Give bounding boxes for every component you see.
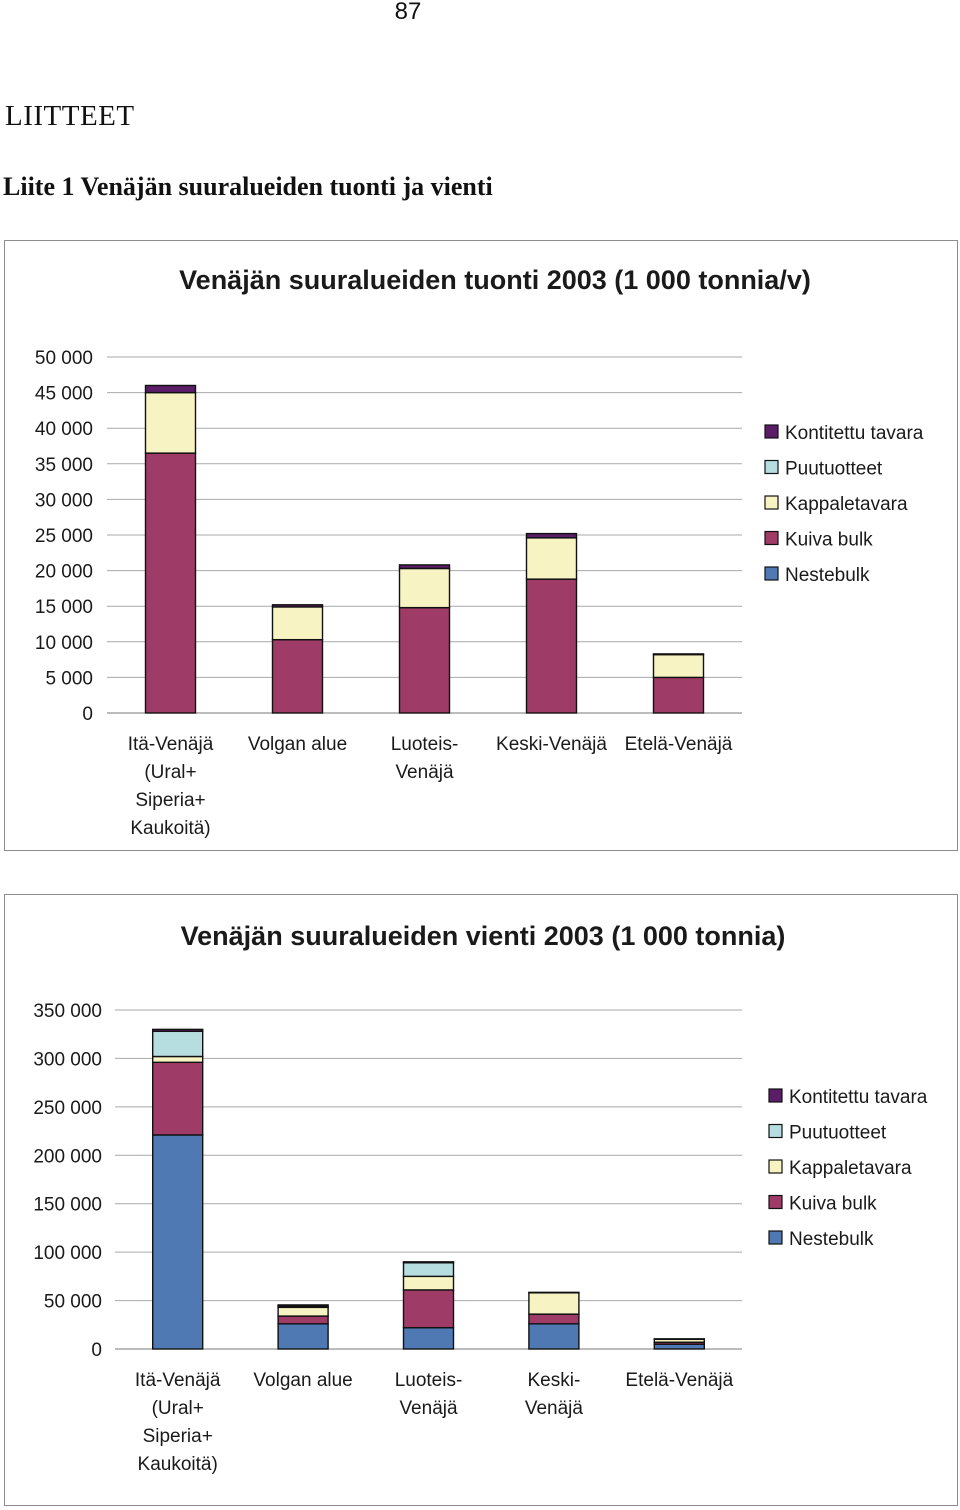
export-category-label: Keski- xyxy=(528,1370,581,1391)
export-y-tick-label: 150 000 xyxy=(33,1195,102,1216)
import-legend-label-nestebulk: Nestebulk xyxy=(785,565,870,586)
import-category-label: Volgan alue xyxy=(248,734,347,755)
export-bar-nestebulk xyxy=(153,1135,203,1349)
export-bar-puutuotteet xyxy=(153,1031,203,1056)
import-category-label: Siperia+ xyxy=(135,790,205,811)
import-bar-kappaletavara xyxy=(273,607,323,640)
import-bar-kuiva-bulk xyxy=(146,453,196,713)
import-chart-frame xyxy=(4,240,958,851)
export-legend-label-puutuotteet: Puutuotteet xyxy=(789,1123,887,1144)
import-legend-swatch-puutuotteet xyxy=(765,461,778,474)
export-chart-frame xyxy=(4,894,958,1506)
import-chart-title: Venäjän suuralueiden tuonti 2003 (1 000 tonnia/v) xyxy=(179,265,811,295)
import-y-tick-label: 40 000 xyxy=(35,419,93,440)
export-bar-kontitettu-tavara xyxy=(153,1029,203,1031)
import-category-label: Itä-Venäjä xyxy=(128,734,214,755)
import-category-label: Luoteis- xyxy=(391,734,459,755)
import-bar-kontitettu-tavara xyxy=(527,534,577,538)
export-legend-swatch-kappaletavara xyxy=(769,1160,782,1173)
export-legend-label-nestebulk: Nestebulk xyxy=(789,1229,874,1250)
export-y-tick-label: 350 000 xyxy=(33,1001,102,1022)
export-legend-swatch-nestebulk xyxy=(769,1231,782,1244)
import-legend-label-puutuotteet: Puutuotteet xyxy=(785,459,883,480)
export-category-label: Siperia+ xyxy=(143,1426,213,1447)
import-bar-kontitettu-tavara xyxy=(400,565,450,569)
export-bar-kuiva-bulk xyxy=(153,1062,203,1135)
import-legend-swatch-nestebulk xyxy=(765,567,778,580)
appendix-title: Liite 1 Venäjän suuralueiden tuonti ja vienti xyxy=(3,172,493,202)
export-category-label: Venäjä xyxy=(525,1398,584,1419)
export-legend-label-kontitettu-tavara: Kontitettu tavara xyxy=(789,1087,928,1108)
import-legend-label-kuiva-bulk: Kuiva bulk xyxy=(785,530,873,551)
export-chart xyxy=(5,895,957,1505)
export-category-label: (Ural+ xyxy=(152,1398,204,1419)
import-bar-kuiva-bulk xyxy=(527,579,577,713)
export-category-label: Luoteis- xyxy=(395,1370,463,1391)
import-y-tick-label: 15 000 xyxy=(35,597,93,618)
export-bar-nestebulk xyxy=(529,1324,579,1349)
import-bar-kontitettu-tavara xyxy=(654,654,704,655)
export-bar-nestebulk xyxy=(404,1328,454,1349)
import-y-tick-label: 35 000 xyxy=(35,455,93,476)
import-y-tick-label: 5 000 xyxy=(45,668,93,689)
export-bar-nestebulk xyxy=(278,1324,328,1349)
import-y-tick-label: 20 000 xyxy=(35,562,93,583)
export-legend-swatch-puutuotteet xyxy=(769,1125,782,1138)
import-bar-kuiva-bulk xyxy=(654,677,704,713)
import-bar-kappaletavara xyxy=(146,393,196,454)
export-y-tick-label: 200 000 xyxy=(33,1146,102,1167)
import-bar-kappaletavara xyxy=(527,538,577,579)
export-bar-kappaletavara xyxy=(529,1293,579,1314)
export-y-tick-label: 300 000 xyxy=(33,1049,102,1070)
import-bar-kuiva-bulk xyxy=(400,608,450,713)
export-bar-kappaletavara xyxy=(278,1307,328,1316)
export-category-label: Venäjä xyxy=(399,1398,458,1419)
export-legend-label-kappaletavara: Kappaletavara xyxy=(789,1158,912,1179)
export-legend-swatch-kontitettu-tavara xyxy=(769,1089,782,1102)
import-y-tick-label: 45 000 xyxy=(35,384,93,405)
export-y-tick-label: 50 000 xyxy=(44,1292,102,1313)
import-category-label: Kaukoitä) xyxy=(130,818,210,839)
import-bar-kappaletavara xyxy=(400,568,450,607)
export-bar-kontitettu-tavara xyxy=(278,1305,328,1306)
export-bar-kappaletavara xyxy=(153,1056,203,1062)
section-heading: LIITTEET xyxy=(5,100,135,133)
import-bar-kappaletavara xyxy=(654,655,704,678)
export-y-tick-label: 100 000 xyxy=(33,1243,102,1264)
export-bar-kuiva-bulk xyxy=(404,1290,454,1328)
export-bar-kontitettu-tavara xyxy=(404,1262,454,1263)
export-legend-swatch-kuiva-bulk xyxy=(769,1196,782,1209)
import-legend-label-kontitettu-tavara: Kontitettu tavara xyxy=(785,423,924,444)
import-category-label: Venäjä xyxy=(395,762,454,783)
import-legend-swatch-kontitettu-tavara xyxy=(765,425,778,438)
import-category-label: Keski-Venäjä xyxy=(496,734,607,755)
import-bar-kuiva-bulk xyxy=(273,640,323,713)
export-legend-label-kuiva-bulk: Kuiva bulk xyxy=(789,1194,877,1215)
import-y-tick-label: 50 000 xyxy=(35,348,93,369)
export-category-label: Volgan alue xyxy=(253,1370,352,1391)
import-category-label: Etelä-Venäjä xyxy=(625,734,733,755)
export-category-label: Itä-Venäjä xyxy=(135,1370,221,1391)
import-y-tick-label: 25 000 xyxy=(35,526,93,547)
export-category-label: Etelä-Venäjä xyxy=(625,1370,733,1391)
import-category-label: (Ural+ xyxy=(144,762,196,783)
import-bar-kontitettu-tavara xyxy=(146,385,196,392)
export-bar-kuiva-bulk xyxy=(529,1314,579,1324)
export-y-tick-label: 250 000 xyxy=(33,1098,102,1119)
export-bar-kappaletavara xyxy=(404,1276,454,1290)
import-y-tick-label: 10 000 xyxy=(35,633,93,654)
export-y-tick-label: 0 xyxy=(91,1340,102,1361)
export-chart-title: Venäjän suuralueiden vienti 2003 (1 000 tonnia) xyxy=(181,921,786,951)
import-legend-swatch-kappaletavara xyxy=(765,496,778,509)
import-legend-label-kappaletavara: Kappaletavara xyxy=(785,494,908,515)
export-category-label: Kaukoitä) xyxy=(138,1454,218,1475)
export-bar-kuiva-bulk xyxy=(278,1316,328,1324)
page-number: 87 xyxy=(380,0,436,26)
export-bar-nestebulk xyxy=(654,1344,704,1349)
import-legend-swatch-kuiva-bulk xyxy=(765,532,778,545)
import-chart xyxy=(5,241,957,850)
import-bar-kontitettu-tavara xyxy=(273,605,323,607)
import-y-tick-label: 30 000 xyxy=(35,490,93,511)
import-y-tick-label: 0 xyxy=(82,704,93,725)
export-bar-puutuotteet xyxy=(404,1263,454,1277)
